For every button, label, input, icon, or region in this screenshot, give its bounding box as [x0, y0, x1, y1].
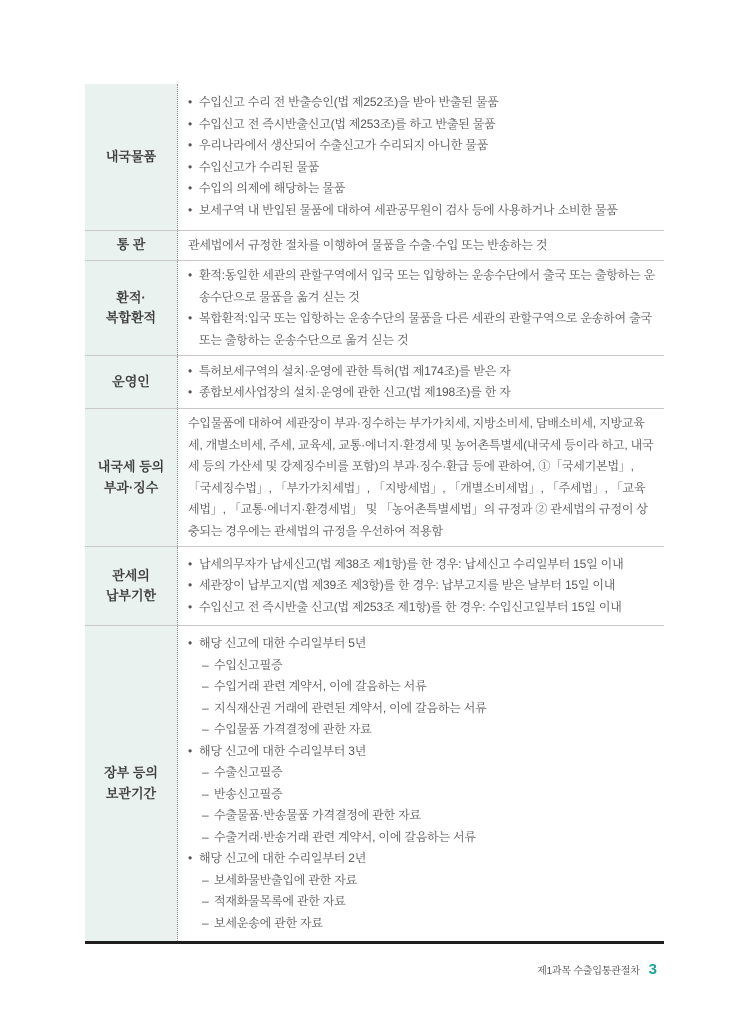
term-label: 통 관	[116, 237, 146, 253]
term-label: 납부기한	[105, 588, 157, 603]
definition-item	[188, 762, 656, 784]
bullet-icon: •	[188, 138, 193, 153]
definition-item	[188, 870, 656, 892]
definition-text: 해당 신고에 대한 수리일부터 3년	[199, 743, 367, 758]
definition-text: 환적:동일한 세관의 관할구역에서 입국 또는 입항하는 운송수단에서 출국 또는 출항하는 운송수단으로 물품을 옮겨 싣는 것	[199, 268, 655, 304]
definition-text: 납세의무자가 납세신고(법 제38조 제1항)를 한 경우: 납세신고 수리일부터 15일 이내	[199, 556, 624, 571]
term-label: 관세의	[112, 567, 150, 583]
definition-text: 관세법에서 규정한 절차를 이행하여 물품을 수출·수입 또는 반송하는 것	[188, 237, 548, 252]
definition-text: 보세운송에 관한 자료	[214, 915, 323, 930]
dash-icon: –	[202, 786, 209, 801]
table-row	[85, 84, 664, 230]
definition-item	[188, 200, 656, 222]
table-row	[85, 626, 664, 943]
bullet-icon: •	[188, 95, 193, 110]
definition-text: 수입물품에 대하여 세관장이 부과·징수하는 부가가치세, 지방소비세, 담배소비세, 지방교육세, 개별소비세, 주세, 교육세, 교통·에너지·환경세 및 농어촌특별세(내국세 등이라 하고, 내국세 등의 가산세 및 강제징수비를 포함)의 부과·징수·환급 등에 관하여, ①「국세기본법」, 「국세징수법」, 「부가가치세법」, 「지방세법」, 「개별소비세법」, 「주세법」, 「교육세법」, 「교통·에너지·환경세법」 및 「농어촌특별세법」의 규정과 ② 관세법의 규정이 상충되는 경우에는 관세법의 규정을 우선하여 적용함	[188, 416, 654, 538]
definition-item	[188, 913, 656, 935]
bullet-icon: •	[188, 743, 193, 758]
definition-text: 수입신고 수리 전 반출승인(법 제252조)을 받아 반출된 물품	[199, 95, 499, 110]
definition-item	[188, 308, 656, 351]
bullet-icon: •	[188, 268, 193, 282]
bullet-icon: •	[188, 363, 193, 378]
definition-item	[188, 741, 656, 763]
definition-cell	[178, 409, 665, 547]
dash-icon: –	[202, 765, 209, 779]
page-footer	[85, 961, 657, 979]
term-cell	[85, 356, 178, 409]
definition-cell	[178, 547, 665, 626]
definition-text: 수출거래·반송거래 관련 계약서, 이에 갈음하는 서류	[214, 829, 476, 844]
definition-text: 특허보세구역의 설치·운영에 관한 특허(법 제174조)를 받은 자	[199, 363, 511, 378]
dash-icon: –	[202, 722, 209, 736]
footer-section-title: 제1과목 수출입통관절차	[537, 966, 640, 977]
definition-text: 수출물품·반송물품 가격결정에 관한 자료	[214, 808, 421, 822]
bullet-icon: •	[188, 385, 193, 399]
bullet-icon: •	[188, 851, 193, 865]
definition-text: 수입신고 전 즉시반출 신고(법 제253조 제1항)를 한 경우: 수입신고일부터 15일 이내	[199, 599, 622, 614]
definition-text: 세관장이 납부고지(법 제39조 제3항)를 한 경우: 납부고지를 받은 날부터 15일 이내	[199, 578, 616, 593]
bullet-icon: •	[188, 202, 193, 217]
definition-text: 종합보세사업장의 설치·운영에 관한 신고(법 제198조)를 한 자	[199, 385, 511, 399]
bullet-icon: •	[188, 636, 193, 650]
definition-item	[188, 114, 656, 136]
table-row	[85, 409, 664, 547]
definition-item	[188, 719, 656, 741]
definition-item	[188, 413, 656, 542]
bullet-icon: •	[188, 181, 193, 196]
term-label: 보관기간	[105, 785, 157, 801]
terms-table	[85, 84, 664, 944]
table-row	[85, 261, 664, 356]
definition-item	[188, 676, 656, 698]
definition-item	[188, 575, 656, 597]
definition-text: 해당 신고에 대한 수리일부터 5년	[199, 636, 367, 650]
term-label: 장부 등의	[104, 765, 158, 781]
definition-text: 적재화물목록에 관한 자료	[214, 894, 346, 908]
definition-item	[188, 597, 656, 619]
dash-icon: –	[202, 915, 209, 930]
definition-item	[188, 157, 656, 179]
bullet-icon: •	[188, 578, 193, 593]
bullet-icon: •	[188, 599, 193, 614]
term-cell	[85, 547, 178, 626]
definition-item	[188, 361, 656, 383]
term-label: 내국물품	[105, 148, 157, 164]
dash-icon: –	[202, 894, 209, 908]
term-cell	[85, 84, 178, 230]
term-label: 복합환적	[105, 310, 157, 325]
definition-item	[188, 633, 656, 655]
term-cell	[85, 230, 178, 261]
definition-item	[188, 265, 656, 308]
definition-cell	[178, 356, 665, 409]
table-row	[85, 547, 664, 626]
term-label: 내국세 등의	[97, 459, 165, 475]
table-row	[85, 356, 664, 409]
definition-item	[188, 848, 656, 870]
term-label: 운영인	[112, 373, 150, 389]
definition-text: 수입물품 가격결정에 관한 자료	[214, 722, 372, 736]
dash-icon: –	[202, 829, 209, 844]
definition-text: 복합환적:입국 또는 입항하는 운송수단의 물품을 다른 세관의 관할구역으로 운송하여 출국 또는 출항하는 운송수단으로 옮겨 싣는 것	[199, 311, 652, 347]
term-cell	[85, 261, 178, 356]
bullet-icon: •	[188, 311, 193, 325]
definition-item	[188, 805, 656, 827]
definition-item	[188, 655, 656, 677]
definition-item	[188, 784, 656, 806]
dash-icon: –	[202, 657, 209, 672]
definition-cell	[178, 626, 665, 943]
definition-item	[188, 382, 656, 404]
bullet-icon: •	[188, 159, 193, 174]
term-label: 부과·징수	[103, 479, 159, 495]
definition-item	[188, 698, 656, 720]
bullet-icon: •	[188, 556, 193, 571]
dash-icon: –	[202, 679, 209, 693]
definition-text: 수입신고가 수리된 물품	[199, 159, 320, 174]
dash-icon: –	[202, 700, 209, 715]
definition-text: 수입의 의제에 해당하는 물품	[199, 181, 346, 196]
definition-text: 수입신고필증	[214, 657, 283, 672]
definition-item	[188, 827, 656, 849]
footer-page-number: 3	[648, 961, 657, 978]
term-cell	[85, 626, 178, 943]
table-row	[85, 230, 664, 261]
definition-item	[188, 92, 656, 114]
definition-text: 해당 신고에 대한 수리일부터 2년	[199, 851, 367, 865]
term-cell	[85, 409, 178, 547]
definition-item	[188, 135, 656, 157]
definition-text: 반송신고필증	[214, 786, 283, 801]
definition-item	[188, 554, 656, 576]
definition-text: 지식재산권 거래에 관련된 계약서, 이에 갈음하는 서류	[214, 700, 487, 715]
definition-item	[188, 235, 656, 257]
definition-item	[188, 891, 656, 913]
definition-item	[188, 178, 656, 200]
definition-text: 수입신고 전 즉시반출신고(법 제253조)를 하고 반출된 물품	[199, 116, 496, 131]
definition-text: 수입거래 관련 계약서, 이에 갈음하는 서류	[214, 679, 427, 693]
definition-text: 보세구역 내 반입된 물품에 대하여 세관공무원이 검사 등에 사용하거나 소비한 물품	[199, 202, 618, 217]
definition-cell	[178, 84, 665, 230]
dash-icon: –	[202, 872, 209, 887]
terms-table-body	[85, 84, 664, 943]
definition-cell	[178, 261, 665, 356]
term-label: 환적·	[116, 289, 146, 305]
dash-icon: –	[202, 808, 209, 822]
definition-text: 우리나라에서 생산되어 수출신고가 수리되지 아니한 물품	[199, 138, 489, 153]
bullet-icon: •	[188, 116, 193, 131]
definition-text: 수출신고필증	[214, 765, 283, 779]
definition-text: 보세화물반출입에 관한 자료	[214, 872, 357, 887]
definition-cell	[178, 230, 665, 261]
